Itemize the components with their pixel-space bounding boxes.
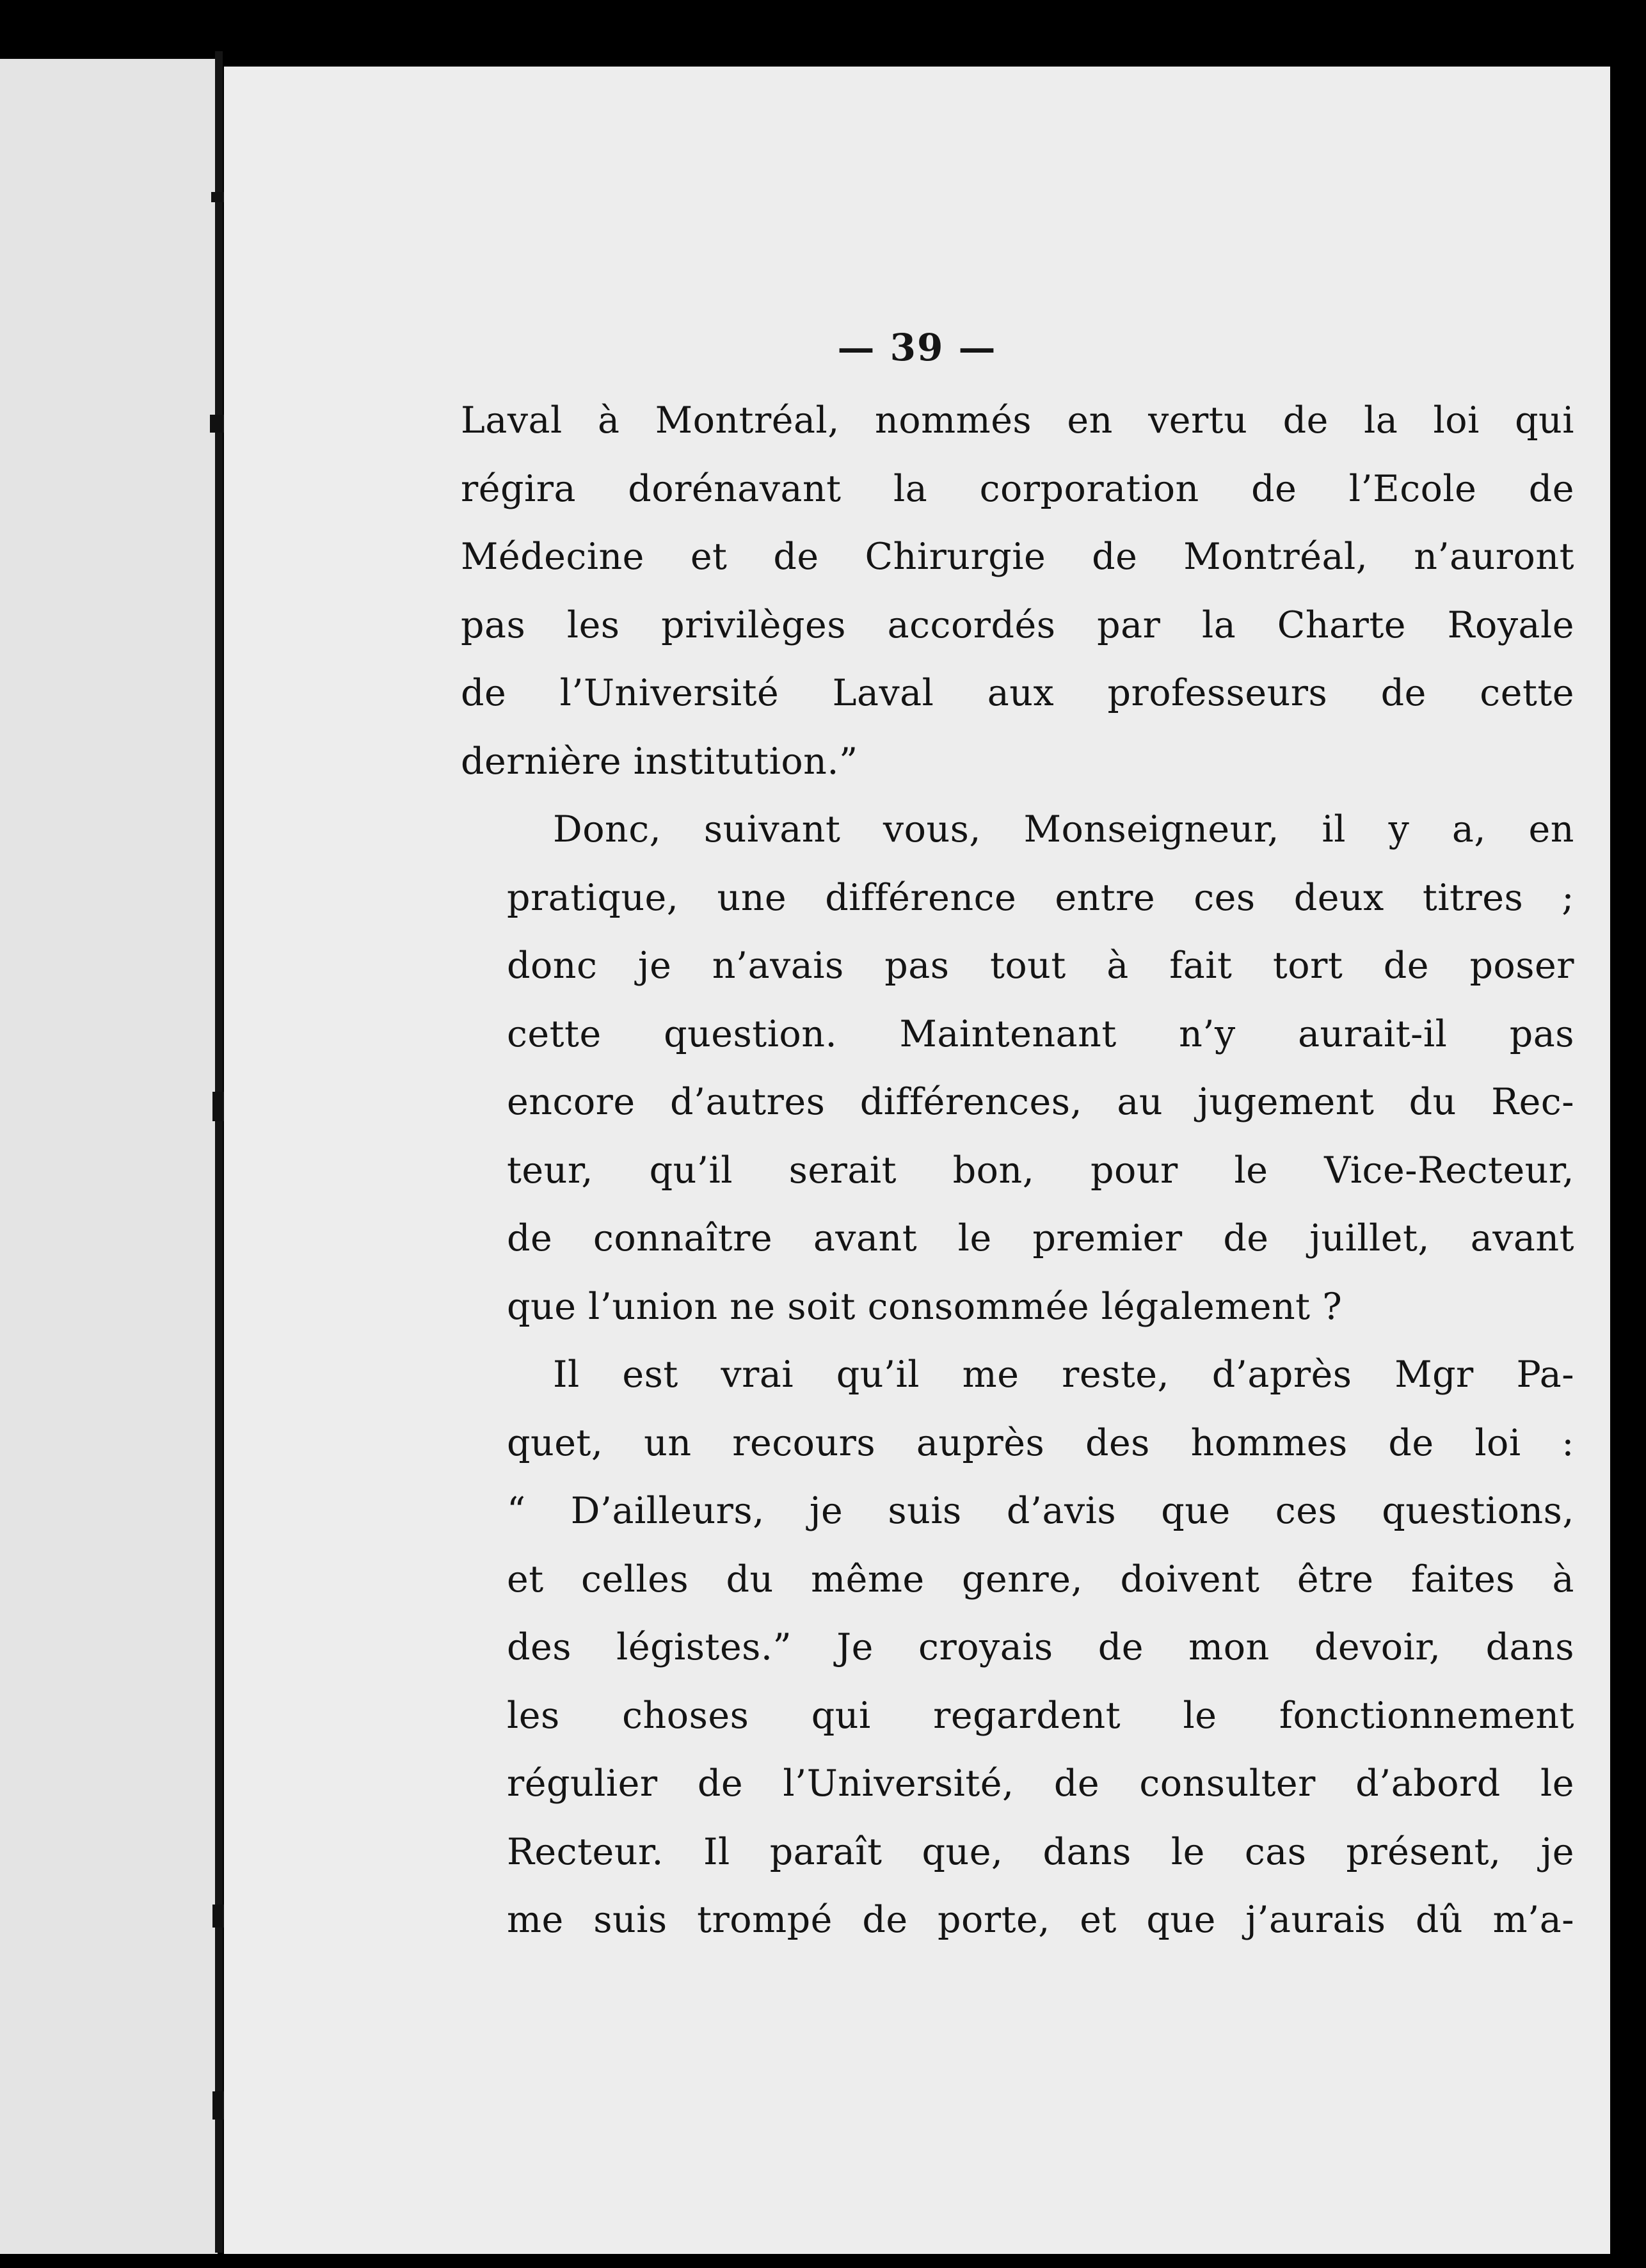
paragraph-1 bbox=[461, 387, 1574, 795]
book-page bbox=[224, 67, 1610, 2254]
text-line: dernière institution.” bbox=[461, 740, 858, 783]
page-number: — 39 — bbox=[837, 326, 997, 369]
text-line: de l’Université Laval aux professeurs de cette bbox=[461, 672, 1574, 714]
facing-page-edge bbox=[0, 59, 218, 2254]
text-line: encore d’autres différences, au jugement du Rec- bbox=[507, 1081, 1574, 1123]
paragraph-2 bbox=[461, 795, 1574, 1341]
text-line: teur, qu’il serait bon, pour le Vice-Recteur, bbox=[507, 1149, 1574, 1192]
page-body bbox=[461, 387, 1574, 1954]
text-line: régulier de l’Université, de consulter d’abord le bbox=[507, 1762, 1574, 1805]
text-line: “ D’ailleurs, je suis d’avis que ces questions, bbox=[507, 1490, 1574, 1532]
text-line: régira dorénavant la corporation de l’Ecole de bbox=[461, 467, 1574, 510]
text-line: que l’union ne soit consommée légalement ? bbox=[507, 1285, 1343, 1328]
text-line: donc je n’avais pas tout à fait tort de poser bbox=[507, 945, 1574, 987]
text-line: me suis trompé de porte, et que j’aurais dû m’a- bbox=[507, 1899, 1574, 1941]
text-line: les choses qui regardent le fonctionnement bbox=[507, 1694, 1574, 1737]
text-line: Médecine et de Chirurgie de Montréal, n’auront bbox=[461, 536, 1574, 578]
text-line: Recteur. Il paraît que, dans le cas présent, je bbox=[507, 1830, 1574, 1873]
text-line: et celles du même genre, doivent être faites à bbox=[507, 1558, 1574, 1601]
text-line: de connaître avant le premier de juillet, avant bbox=[507, 1217, 1574, 1259]
text-line: pas les privilèges accordés par la Charte Royale bbox=[461, 603, 1574, 646]
paragraph-3 bbox=[461, 1341, 1574, 1954]
text-line: quet, un recours auprès des hommes de loi : bbox=[507, 1421, 1574, 1464]
text-line: des légistes.” Je croyais de mon devoir, dans bbox=[507, 1626, 1574, 1668]
text-line: cette question. Maintenant n’y aurait-il pas bbox=[507, 1012, 1574, 1055]
text-line: Donc, suivant vous, Monseigneur, il y a, en bbox=[553, 808, 1574, 850]
text-line: Laval à Montréal, nommés en vertu de la loi qui bbox=[461, 399, 1574, 442]
text-line: pratique, une différence entre ces deux titres ; bbox=[507, 876, 1574, 919]
text-line: Il est vrai qu’il me reste, d’après Mgr Pa- bbox=[553, 1354, 1574, 1396]
